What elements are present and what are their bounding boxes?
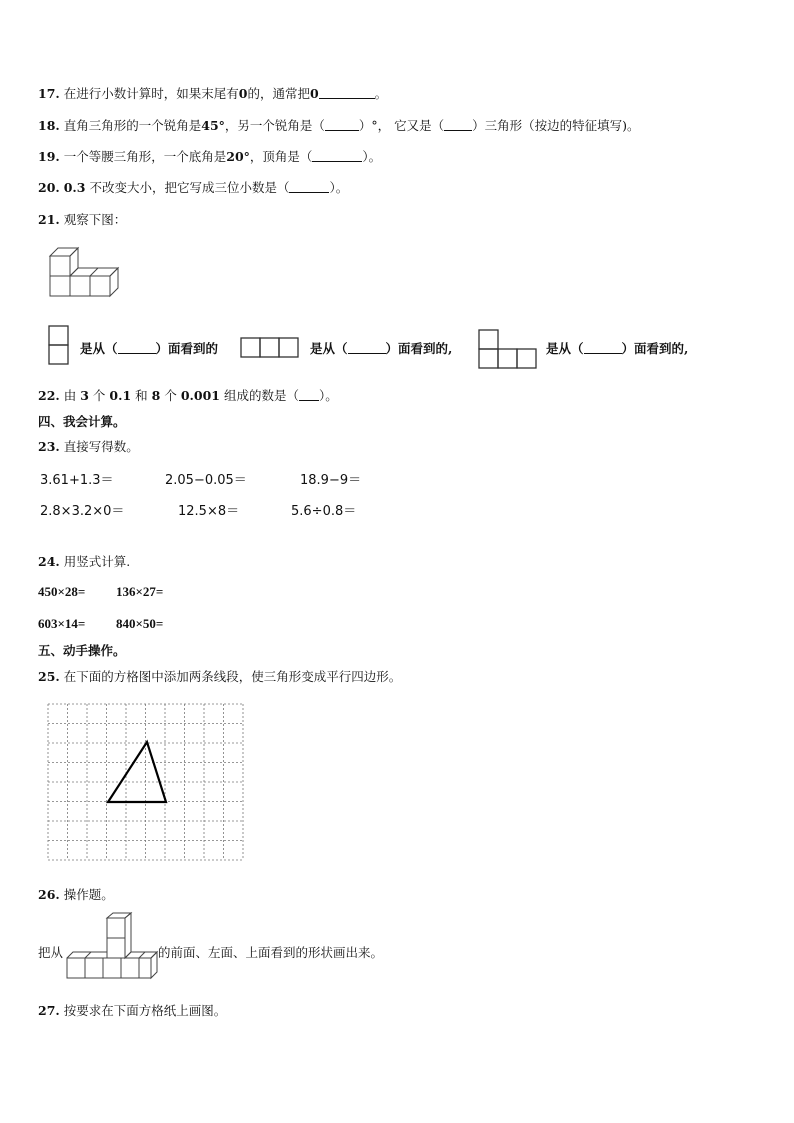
question-19	[38, 147, 381, 165]
vertical-calc-item: 136×27=	[116, 584, 164, 599]
calc-item: 5.6÷0.8＝	[291, 504, 357, 519]
question-18	[38, 116, 640, 134]
question-text: ）。	[329, 180, 349, 195]
view-caption-1: 是从（ ）面看到的	[80, 341, 219, 356]
triangle-shape	[108, 742, 166, 802]
calc-item: 2.05−0.05＝	[165, 473, 247, 488]
question-text: 的，通常把	[247, 86, 310, 101]
question-text: 操作题。	[63, 887, 114, 902]
vertical-calc-item: 603×14=	[38, 616, 86, 631]
question-21	[38, 210, 126, 228]
number-zero: 0	[238, 86, 248, 101]
question-text: ）三角形（按边的特征填写)。	[472, 118, 640, 133]
question-27	[38, 1001, 226, 1019]
question-number: 24.	[38, 554, 60, 569]
cube-tower-figure	[64, 912, 158, 982]
angle-value: 45°	[201, 118, 225, 133]
question-text: 一个等腰三角形，一个底角是	[63, 149, 227, 164]
answer-blank[interactable]	[348, 341, 386, 354]
question-text: 直角三角形的一个锐角是	[63, 118, 202, 133]
calc-item: 2.8×3.2×0＝	[40, 504, 125, 519]
dotted-grid[interactable]	[46, 702, 246, 864]
question-text: 用竖式计算.	[63, 554, 131, 569]
question-text: ，顶角是（	[249, 149, 313, 164]
question-number: 25.	[38, 669, 60, 684]
answer-blank[interactable]	[584, 341, 622, 354]
question-text: ）°， 它又是（	[358, 118, 445, 133]
question-25	[38, 667, 401, 685]
view-figure-vertical	[48, 325, 70, 367]
question-text: 在下面的方格图中添加两条线段，使三角形变成平行四边形。	[63, 669, 402, 684]
view-caption-3: 是从（ ）面看到的,	[546, 341, 689, 356]
answer-blank[interactable]	[444, 118, 472, 131]
question-17	[38, 84, 387, 102]
question-number: 18.	[38, 118, 60, 133]
answer-blank[interactable]	[325, 118, 359, 131]
question-text: 在进行小数计算时，如果末尾有	[63, 86, 239, 101]
question-number: 27.	[38, 1003, 60, 1018]
calc-item: 18.9−9＝	[300, 473, 362, 488]
vertical-calc-item: 840×50=	[116, 616, 164, 631]
question-number: 20.	[38, 180, 60, 195]
view-caption-2: 是从（ ）面看到的,	[310, 341, 453, 356]
question-20	[38, 178, 348, 196]
vertical-calc-item: 450×28=	[38, 584, 86, 599]
answer-blank[interactable]	[118, 341, 156, 354]
number-zero: 0	[309, 86, 319, 101]
answer-blank[interactable]	[312, 149, 362, 162]
question-text: ）。	[362, 149, 382, 164]
question-number: 23.	[38, 439, 60, 454]
answer-blank[interactable]	[289, 180, 329, 193]
question-22: 22. 由 3 个 0.1 和 8 个 0.001 组成的数是（ ）。	[38, 388, 338, 403]
question-24	[38, 552, 130, 570]
cube-stack-figure	[46, 243, 122, 299]
question-number: 22.	[38, 388, 60, 403]
view-figure-l-shape	[478, 329, 538, 371]
question-text: 按要求在下面方格纸上画图。	[63, 1003, 227, 1018]
angle-value: 20°	[226, 149, 250, 164]
calc-item: 12.5×8＝	[178, 504, 240, 519]
question-26-prefix: 把从	[38, 945, 64, 960]
question-26-suffix: 的前面、左面、上面看到的形状画出来。	[158, 945, 384, 960]
question-23	[38, 437, 139, 455]
section-heading-4: 四、我会计算。	[38, 414, 126, 429]
question-text: 直接写得数。	[63, 439, 139, 454]
question-number: 17.	[38, 86, 60, 101]
question-text: ，另一个锐角是（	[224, 118, 325, 133]
decimal-value: 0.3	[63, 180, 86, 195]
punctuation: 。	[374, 86, 388, 101]
question-text: 观察下图：	[63, 212, 127, 227]
view-figure-row	[240, 337, 302, 359]
question-text: 不改变大小，把它写成三位小数是（	[89, 180, 290, 195]
answer-blank[interactable]	[319, 86, 375, 99]
answer-blank[interactable]	[299, 388, 319, 401]
calc-item: 3.61+1.3＝	[40, 473, 114, 488]
question-26	[38, 885, 114, 903]
section-heading-5: 五、动手操作。	[38, 643, 126, 658]
question-number: 26.	[38, 887, 60, 902]
question-number: 19.	[38, 149, 60, 164]
question-number: 21.	[38, 212, 60, 227]
